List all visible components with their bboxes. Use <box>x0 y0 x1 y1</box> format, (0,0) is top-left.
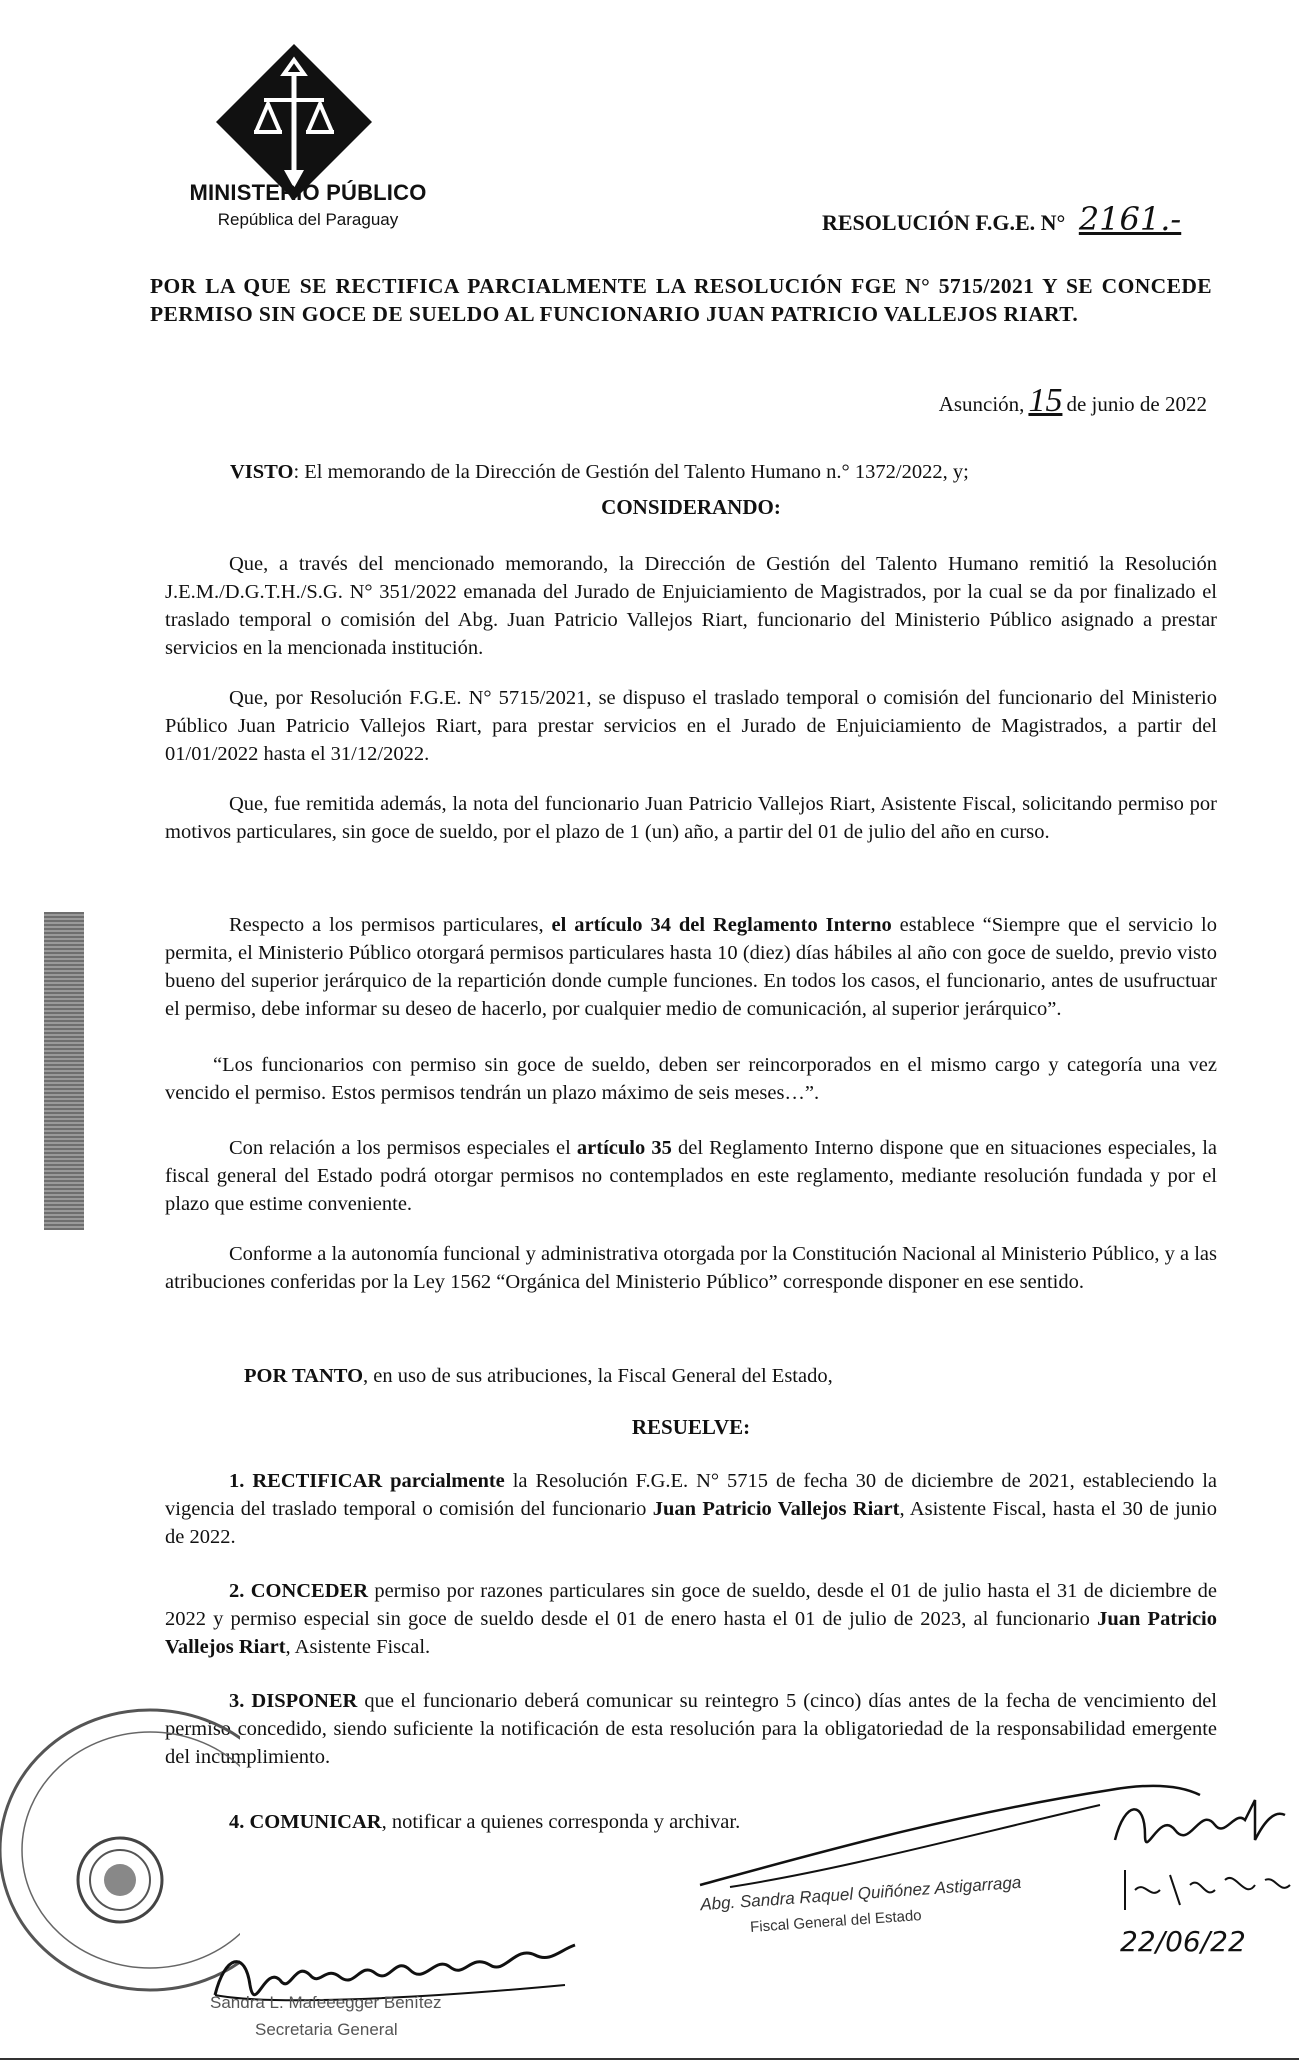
resuelve-heading: RESUELVE: <box>631 1415 751 1439</box>
receipt-date-handwritten: 22/06/22 <box>1120 1925 1246 1958</box>
date-prefix: Asunción, <box>938 392 1025 416</box>
page-bottom-rule <box>0 2058 1299 2060</box>
item-4-verb: COMUNICAR <box>249 1811 382 1833</box>
visto-label: VISTO <box>230 461 294 483</box>
resuelve-item-2 <box>165 1577 1217 1661</box>
item-4-number: 4. <box>229 1811 245 1833</box>
item-2-tail: , Asistente Fiscal. <box>285 1636 431 1658</box>
visto-paragraph <box>230 458 1220 486</box>
org-subtitle: República del Paraguay <box>217 210 399 229</box>
considerando-paragraph-7: Conforme a la autonomía funcional y administrativa otorgada por la Constitución Nacional al Ministerio Público, y a las atribuciones conferidas por la Ley 1562 “Orgánica del Ministerio Público” corresponde disponer en ese sentido. <box>165 1243 1217 1293</box>
por-tanto-text: , en uso de sus atribuciones, la Fiscal General del Estado, <box>363 1365 833 1387</box>
fge-name: Abg. Sandra Raquel Quiñónez Astigarraga <box>699 1872 1022 1915</box>
item-2-number: 2. <box>229 1580 245 1602</box>
por-tanto-paragraph <box>244 1362 1214 1390</box>
item-1-name: Juan Patricio Vallejos Riart <box>652 1498 900 1520</box>
secretary-role: Secretaria General <box>255 2020 398 2039</box>
fge-role: Fiscal General del Estado <box>749 1907 923 1936</box>
visto-text: : El memorando de la Dirección de Gestión del Talento Humano n.° 1372/2022, y; <box>293 461 969 483</box>
item-2-verb: CONCEDER <box>250 1580 369 1602</box>
considerando-paragraph-4 <box>165 911 1217 1023</box>
p6-text-a: Con relación a los permisos especiales el <box>229 1137 577 1159</box>
considerando-paragraph-6 <box>165 1134 1217 1218</box>
p4-text-a: Respecto a los permisos particulares, <box>229 914 552 936</box>
document-title: POR LA QUE SE RECTIFICA PARCIALMENTE LA RESOLUCIÓN FGE N° 5715/2021 Y SE CONCEDE PERMISO SIN GOCE DE SUELDO AL FUNCIONARIO JUAN PATRICIO VALLEJOS RIART. <box>150 274 1212 326</box>
considerando-heading: CONSIDERANDO: <box>601 495 781 519</box>
receipt-signature-icon <box>1105 1790 1295 1930</box>
item-4-text: , notificar a quienes corresponda y archivar. <box>381 1811 741 1833</box>
secretary-signature-icon <box>205 1925 585 2035</box>
item-1-number: 1. <box>229 1470 245 1492</box>
considerando-paragraph-1: Que, a través del mencionado memorando, la Dirección de Gestión del Talento Humano remitió la Resolución J.E.M./D.G.T.H./S.G. N° 351/2022 emanada del Jurado de Enjuiciamiento de Magistrados, por la cual se da por finalizado el traslado temporal o comisión del Abg. Juan Patricio Vallejos Riart, funcionario del Ministerio Público asignado a prestar servicios en la mencionada institución. <box>165 553 1217 659</box>
p6-text-c: del Reglamento Interno dispone que en situaciones especiales, la fiscal general del Estado podrá otorgar permisos no contemplados en este reglamento, mediante resolución fundada y por el plazo que estime conveniente. <box>165 1137 1217 1215</box>
item-3-verb: DISPONER <box>251 1690 358 1712</box>
document-date <box>939 382 1207 420</box>
item-3-text: que el funcionario deberá comunicar su reintegro 5 (cinco) días antes de la fecha de vencimiento del permiso concedido, siendo suficiente la notificación de esta resolución para la obligatoriedad de la responsabilidad emergente del incumplimiento. <box>165 1690 1218 1768</box>
official-seal-stamp-icon <box>0 1700 240 2000</box>
item-3-number: 3. <box>229 1690 245 1712</box>
item-2-name: Juan Patricio Vallejos Riart <box>165 1608 1217 1658</box>
resuelve-item-3 <box>165 1687 1217 1771</box>
date-suffix: de junio de 2022 <box>1066 392 1207 416</box>
considerando-paragraph-3: Que, fue remitida además, la nota del funcionario Juan Patricio Vallejos Riart, Asistente Fiscal, solicitando permiso por motivos particulares, sin goce de sueldo, por el plazo de 1 (un) año, a partir del 01 de julio del año en curso. <box>165 793 1217 843</box>
resuelve-item-1 <box>165 1467 1217 1551</box>
resolution-number <box>822 200 1181 238</box>
resolution-label: RESOLUCIÓN F.G.E. N° <box>822 210 1066 235</box>
p4-text-c: establece “Siempre que el servicio lo permita, el Ministerio Público otorgará permisos particulares hasta 10 (diez) días hábiles al año con goce de sueldo, previo visto bueno del superior jerárquico de la repartición donde cumple funciones. En todos los casos, el funcionario, antes de usufructuar el permiso, debe informar su deseo de hacerlo, por cualquier medio de comunicación, al superior jerárquico”. <box>165 914 1217 1020</box>
item-1-verb: RECTIFICAR parcialmente <box>252 1470 505 1492</box>
considerando-paragraph-5: “Los funcionarios con permiso sin goce de sueldo, deben ser reincorporados en el mismo cargo y categoría una vez vencido el permiso. Estos permisos tendrán un plazo máximo de seis meses…”. <box>165 1054 1217 1104</box>
p6-article-35: artículo 35 <box>576 1137 672 1159</box>
item-1-text: la Resolución F.G.E. N° 5715 de fecha 30 de diciembre de 2021, estableciendo la vigencia del traslado temporal o comisión del funcionario <box>165 1470 1218 1520</box>
date-day-handwritten: 15 <box>1028 382 1063 419</box>
resolution-handwritten-number: 2161.- <box>1078 200 1182 238</box>
p4-article-34: el artículo 34 del Reglamento Interno <box>551 914 892 936</box>
item-2-text: permiso por razones particulares sin goce de sueldo, desde el 01 de julio hasta el 31 de diciembre de 2022 y permiso especial sin goce de sueldo desde el 01 de enero hasta el 01 de julio de 2023, al funcionario <box>165 1580 1218 1630</box>
scan-artifact <box>44 912 84 1230</box>
considerando-paragraph-2: Que, por Resolución F.G.E. N° 5715/2021, se dispuso el traslado temporal o comisión del funcionario del Ministerio Público Juan Patricio Vallejos Riart, para prestar servicios en el Jurado de Enjuiciamiento de Magistrados, a partir del 01/01/2022 hasta el 31/12/2022. <box>165 687 1217 765</box>
secretary-name: Sandra L. Mafeeegger Benítez <box>210 1993 442 2012</box>
por-tanto-label: POR TANTO <box>244 1365 364 1387</box>
org-name: MINISTERIO PÚBLICO <box>189 180 427 205</box>
item-1-tail: , Asistente Fiscal, hasta el 30 de junio de 2022. <box>165 1498 1218 1548</box>
